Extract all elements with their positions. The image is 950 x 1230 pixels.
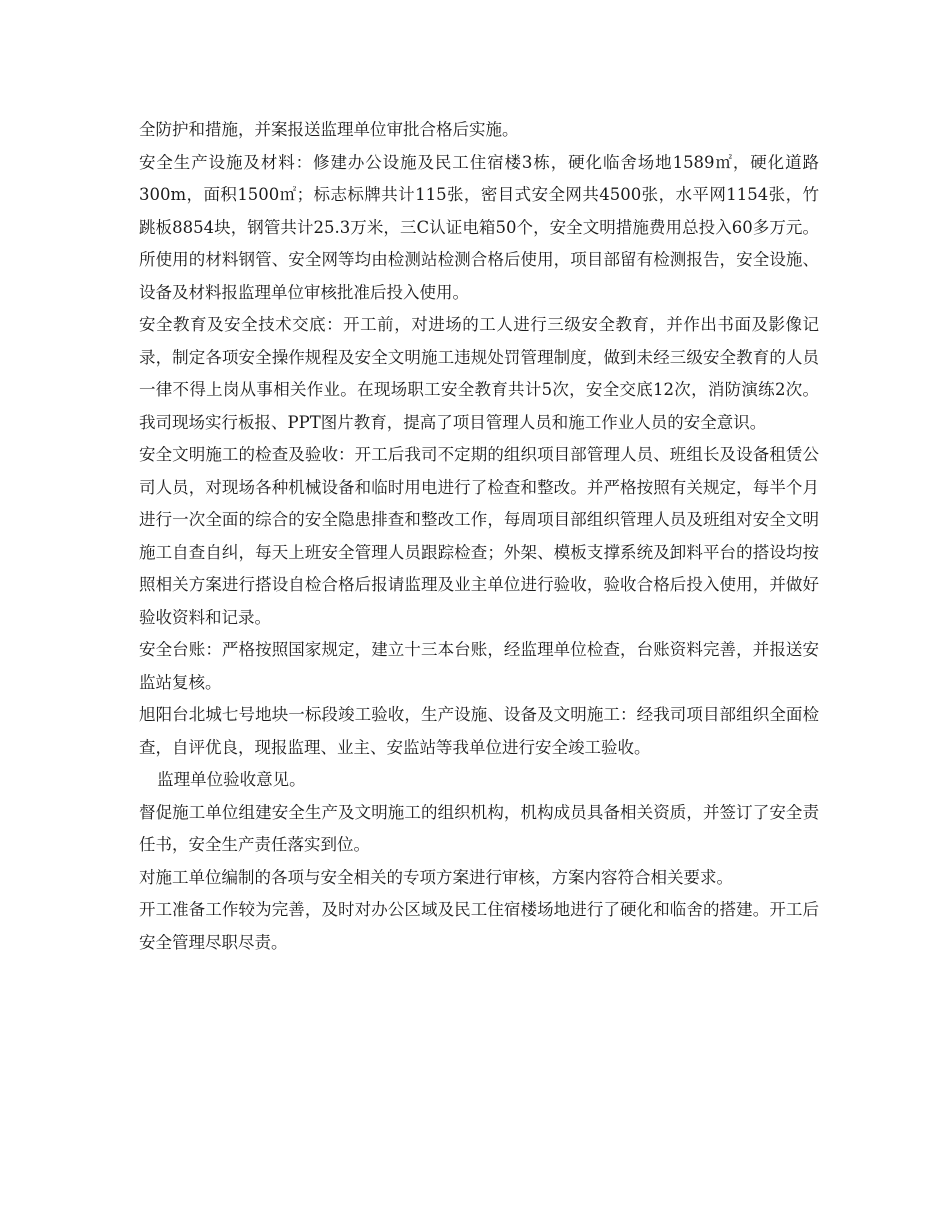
- paragraph-safety-ledger: 安全台账：严格按照国家规定，建立十三本台账，经监理单位检查，台账资料完善，并报送安监站复核。: [139, 640, 819, 692]
- paragraph-supervision-preparation: 开工准备工作较为完善，及时对办公区域及民工住宿楼场地进行了硬化和临舍的搭建。开工后安全管理尽职尽责。: [139, 900, 819, 952]
- paragraph-safety-education: 安全教育及安全技术交底：开工前，对进场的工人进行三级安全教育，并作出书面及影像记录，制定各项安全操作规程及安全文明施工违规处罚管理制度，做到未经三级安全教育的人员一律不得上岗从事相关作业。在现场职工安全教育共计5次，安全交底12次，消防演练2次。我司现场实行板报、PPT图片教育，提高了项目管理人员和施工作业人员的安全意识。: [139, 315, 819, 432]
- paragraph-completion-acceptance: 旭阳台北城七号地块一标段竣工验收，生产设施、设备及文明施工：经我司项目部组织全面检查，自评优良，现报监理、业主、安监站等我单位进行安全竣工验收。: [139, 705, 819, 757]
- paragraph-supervision-plan-review: 对施工单位编制的各项与安全相关的专项方案进行审核，方案内容符合相关要求。: [139, 867, 733, 887]
- paragraph-safety-measures-tail: 全防护和措施，并案报送监理单位审批合格后实施。: [139, 120, 519, 139]
- section-heading-supervision-opinion: 监理单位验收意见。: [157, 770, 306, 789]
- paragraph-safety-facilities: 安全生产设施及材料：修建办公设施及民工住宿楼3栋，硬化临舍场地1589㎡，硬化道路300m，面积1500㎡；标志标牌共计115张，密目式安全网共4500张，水平网1154张，竹跳板8854块，钢管共计25.3万米，三C认证电箱50个，安全文明措施费用总投入60多万元。所使用的材料钢管、安全网等均由检测站检测合格后使用，项目部留有检测报告，安全设施、设备及材料报监理单位审核批准后投入使用。: [139, 152, 819, 302]
- paragraph-supervision-organization: 督促施工单位组建安全生产及文明施工的组织机构，机构成员具备相关资质，并签订了安全责任书，安全生产责任落实到位。: [139, 802, 819, 854]
- paragraph-inspection-acceptance: 安全文明施工的检查及验收：开工后我司不定期的组织项目部管理人员、班组长及设备租赁公司人员，对现场各种机械设备和临时用电进行了检查和整改。并严格按照有关规定，每半个月进行一次全面的综合的安全隐患排查和整改工作，每周项目部组织管理人员及班组对安全文明施工自查自纠，每天上班安全管理人员跟踪检查；外架、模板支撑系统及卸料平台的搭设均按照相关方案进行搭设自检合格后报请监理及业主单位进行验收，验收合格后投入使用，并做好验收资料和记录。: [139, 445, 819, 627]
- document-body: [139, 114, 819, 959]
